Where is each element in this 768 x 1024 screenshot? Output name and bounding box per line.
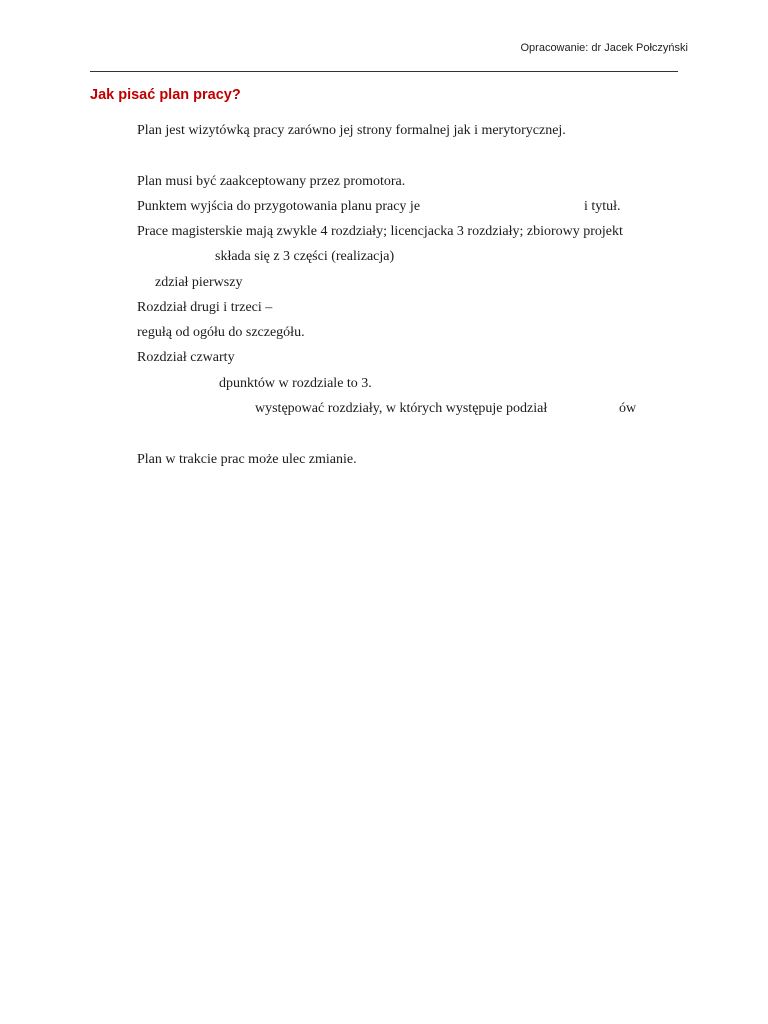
paragraph-line-6: zdział pierwszy (155, 275, 243, 290)
paragraph-line-3a: Punktem wyjścia do przygotowania planu pracy je (137, 199, 421, 214)
paragraph-line-12: Plan w trakcie prac może ulec zmianie. (137, 452, 357, 467)
paragraph-line-7: Rozdział drugi i trzeci – (137, 300, 273, 315)
paragraph-line-4: Prace magisterskie mają zwykle 4 rozdziały; licencjacka 3 rozdziały; zbiorowy projekt (137, 224, 623, 239)
paragraph-line-11a: występować rozdziały, w których występuje podział (255, 401, 548, 416)
paragraph-line-5: składa się z 3 części (realizacja) (215, 249, 395, 264)
paragraph-line-2: Plan musi być zaakceptowany przez promotora. (137, 174, 406, 189)
paragraph-line-8: regułą od ogółu do szczegółu. (137, 325, 305, 340)
paragraph-line-10: dpunktów w rozdziale to 3. (219, 376, 372, 391)
paragraph-line-3b: i tytuł. (584, 199, 621, 214)
paragraph-line-9: Rozdział czwarty (137, 350, 235, 365)
paragraph-line-1: Plan jest wizytówką pracy zarówno jej strony formalnej jak i merytorycznej. (137, 123, 566, 138)
page-header-author: Opracowanie: dr Jacek Połczyński (520, 42, 688, 54)
document-title: Jak pisać plan pracy? (90, 87, 241, 103)
paragraph-line-11b: ów (619, 401, 637, 416)
header-divider (90, 71, 678, 72)
